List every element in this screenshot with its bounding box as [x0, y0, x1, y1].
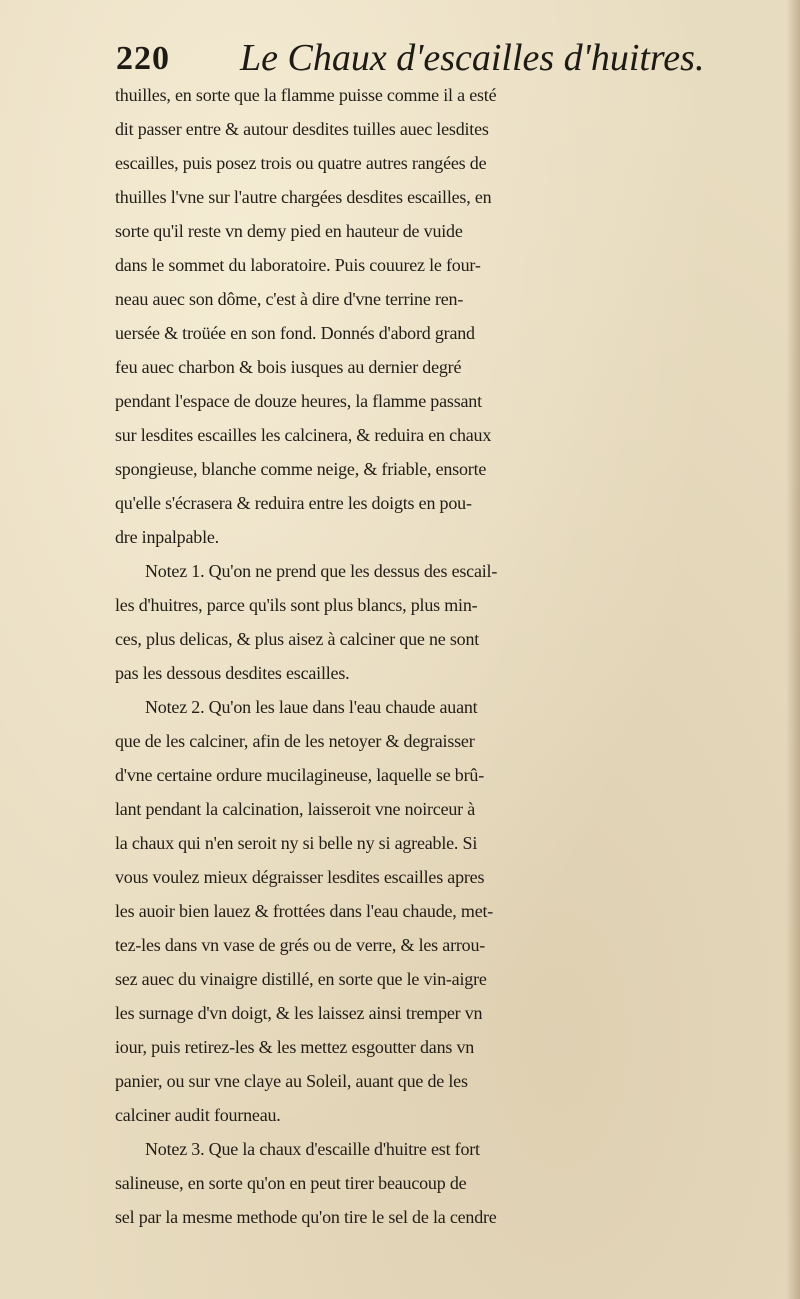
text-line: sur lesdites escailles les calcinera, & reduira en chaux: [115, 425, 492, 445]
text-line: thuilles, en sorte que la flamme puisse comme il a esté: [115, 85, 497, 105]
text-line: sez auec du vinaigre distillé, en sorte que le vin-aigre: [115, 969, 487, 989]
text-line: thuilles l'vne sur l'autre chargées desdites escailles, en: [115, 187, 492, 207]
text-line: Notez 3. Que la chaux d'escaille d'huitre est fort: [145, 1139, 480, 1159]
text-line: salineuse, en sorte qu'on en peut tirer beaucoup de: [115, 1173, 467, 1193]
text-line: iour, puis retirez-les & les mettez esgoutter dans vn: [115, 1037, 475, 1057]
running-title: Le Chaux d'escailles d'huitres.: [240, 37, 705, 79]
text-line: dit passer entre & autour desdites tuilles auec lesdites: [115, 119, 489, 139]
text-line: spongieuse, blanche comme neige, & friable, ensorte: [115, 459, 487, 479]
text-line: panier, ou sur vne claye au Soleil, auant que de les: [115, 1071, 468, 1091]
text-line: Notez 1. Qu'on ne prend que les dessus des escail-: [145, 561, 498, 581]
text-line: pendant l'espace de douze heures, la flamme passant: [115, 391, 482, 411]
body-text: [115, 78, 775, 1234]
text-line: sorte qu'il reste vn demy pied en hauteur de vuide: [115, 221, 463, 241]
text-line: uersée & troüée en son fond. Donnés d'abord grand: [115, 323, 475, 343]
text-line: Notez 2. Qu'on les laue dans l'eau chaude auant: [145, 697, 478, 717]
text-line: les auoir bien lauez & frottées dans l'eau chaude, met-: [115, 901, 494, 921]
text-line: calciner audit fourneau.: [115, 1105, 281, 1125]
text-line: sel par la mesme methode qu'on tire le sel de la cendre: [115, 1207, 497, 1227]
text-line: la chaux qui n'en seroit ny si belle ny si agreable. Si: [115, 833, 478, 853]
text-line: ces, plus delicas, & plus aisez à calciner que ne sont: [115, 629, 480, 649]
text-line: d'vne certaine ordure mucilagineuse, laquelle se brû-: [115, 765, 484, 785]
text-line: dre inpalpable.: [115, 527, 219, 547]
text-line: vous voulez mieux dégraisser lesdites escailles apres: [115, 867, 485, 887]
text-line: escailles, puis posez trois ou quatre autres rangées de: [115, 153, 487, 173]
text-line: pas les dessous desdites escailles.: [115, 663, 350, 683]
text-line: les d'huitres, parce qu'ils sont plus blancs, plus min-: [115, 595, 478, 615]
text-line: feu auec charbon & bois iusques au dernier degré: [115, 357, 462, 377]
text-line: lant pendant la calcination, laisseroit vne noirceur à: [115, 799, 476, 819]
page-edge-shadow: [786, 0, 800, 1299]
text-line: tez-les dans vn vase de grés ou de verre, & les arrou-: [115, 935, 486, 955]
text-line: que de les calciner, afin de les netoyer & degraisser: [115, 731, 475, 751]
text-line: les surnage d'vn doigt, & les laissez ainsi tremper vn: [115, 1003, 483, 1023]
page-number: 220: [116, 40, 170, 77]
text-line: qu'elle s'écrasera & reduira entre les doigts en pou-: [115, 493, 472, 513]
text-line: dans le sommet du laboratoire. Puis couurez le four-: [115, 255, 481, 275]
text-line: neau auec son dôme, c'est à dire d'vne terrine ren-: [115, 289, 464, 309]
